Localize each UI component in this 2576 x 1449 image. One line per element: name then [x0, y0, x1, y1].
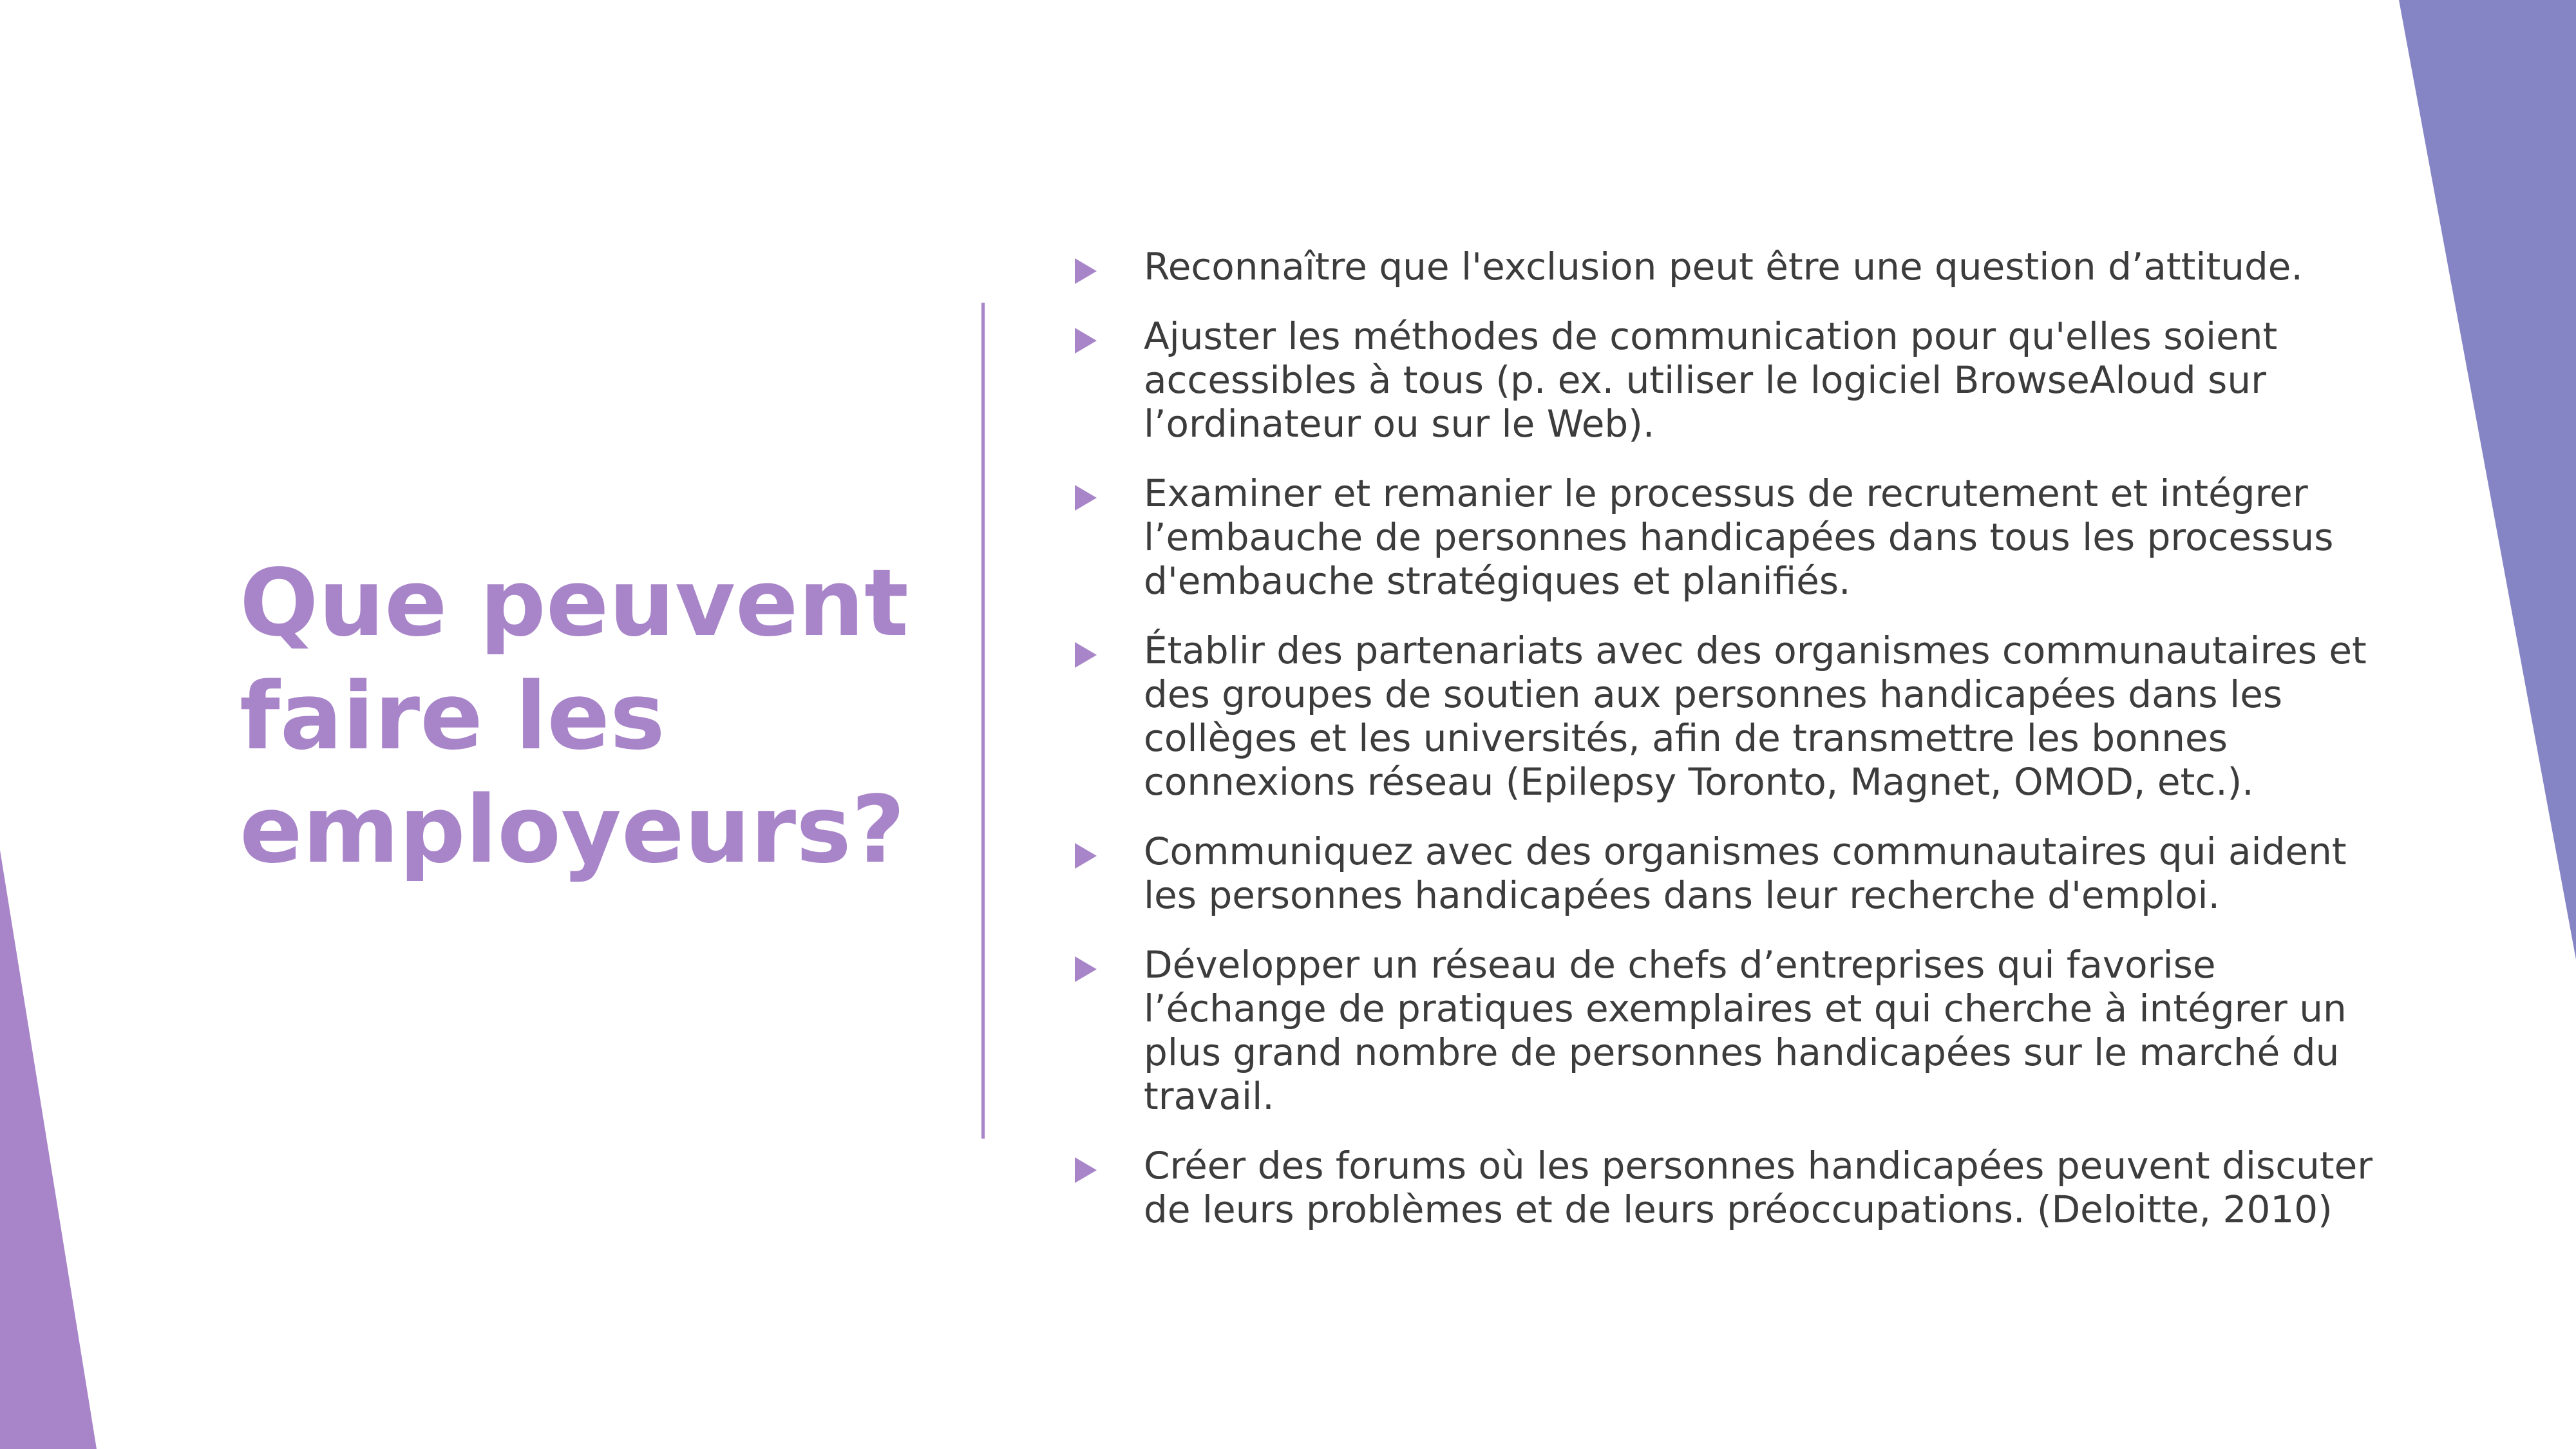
triangle-bullet-icon [1075, 642, 1097, 668]
triangle-bullet-icon [1075, 1157, 1097, 1183]
triangle-bullet-icon [1075, 328, 1097, 354]
bullet-text: Examiner et remanier le processus de recrutement et intégrer l’embauche de personnes handicapées dans tous les processus d'embauche stratégiques et planifiés. [1144, 471, 2334, 603]
triangle-bullet-icon [1075, 843, 1097, 869]
vertical-divider [981, 303, 985, 1139]
bullet-list [1072, 245, 2399, 1257]
bullet-item [1072, 629, 2399, 804]
bullet-item [1072, 471, 2399, 603]
bullet-item [1072, 829, 2399, 917]
slide-title: Que peuvent faire les employeurs? [240, 549, 909, 884]
bullet-text: Établir des partenariats avec des organismes communautaires et des groupes de soutien aux personnes handicapées dans les collèges et les universités, afin de transmettre les bonnes connexions réseau (Epilepsy Toronto, Magnet, OMOD, etc.). [1144, 629, 2367, 804]
bullet-text: Ajuster les méthodes de communication pour qu'elles soient accessibles à tous (p. ex. utiliser le logiciel BrowseAloud sur l’ordinateur ou sur le Web). [1144, 314, 2278, 446]
bullet-text: Reconnaître que l'exclusion peut être une question d’attitude. [1144, 245, 2303, 289]
bullet-text: Développer un réseau de chefs d’entreprises qui favorise l’échange de pratiques exemplaires et qui cherche à intégrer un plus grand nombre de personnes handicapées sur le marché du travail. [1144, 943, 2347, 1118]
triangle-bullet-icon [1075, 485, 1097, 511]
bullet-item [1072, 245, 2399, 289]
bullet-text: Communiquez avec des organismes communautaires qui aident les personnes handicapées dans leur recherche d'emploi. [1144, 829, 2347, 917]
bullet-text: Créer des forums où les personnes handicapées peuvent discuter de leurs problèmes et de leurs préoccupations. (Deloitte, 2010) [1144, 1144, 2373, 1231]
bullet-item [1072, 943, 2399, 1118]
decorative-right-triangle [2399, 0, 2576, 960]
decorative-left-triangle [0, 850, 97, 1449]
bullet-item [1072, 1144, 2399, 1231]
bullet-item [1072, 314, 2399, 446]
triangle-bullet-icon [1075, 956, 1097, 982]
triangle-bullet-icon [1075, 258, 1097, 284]
